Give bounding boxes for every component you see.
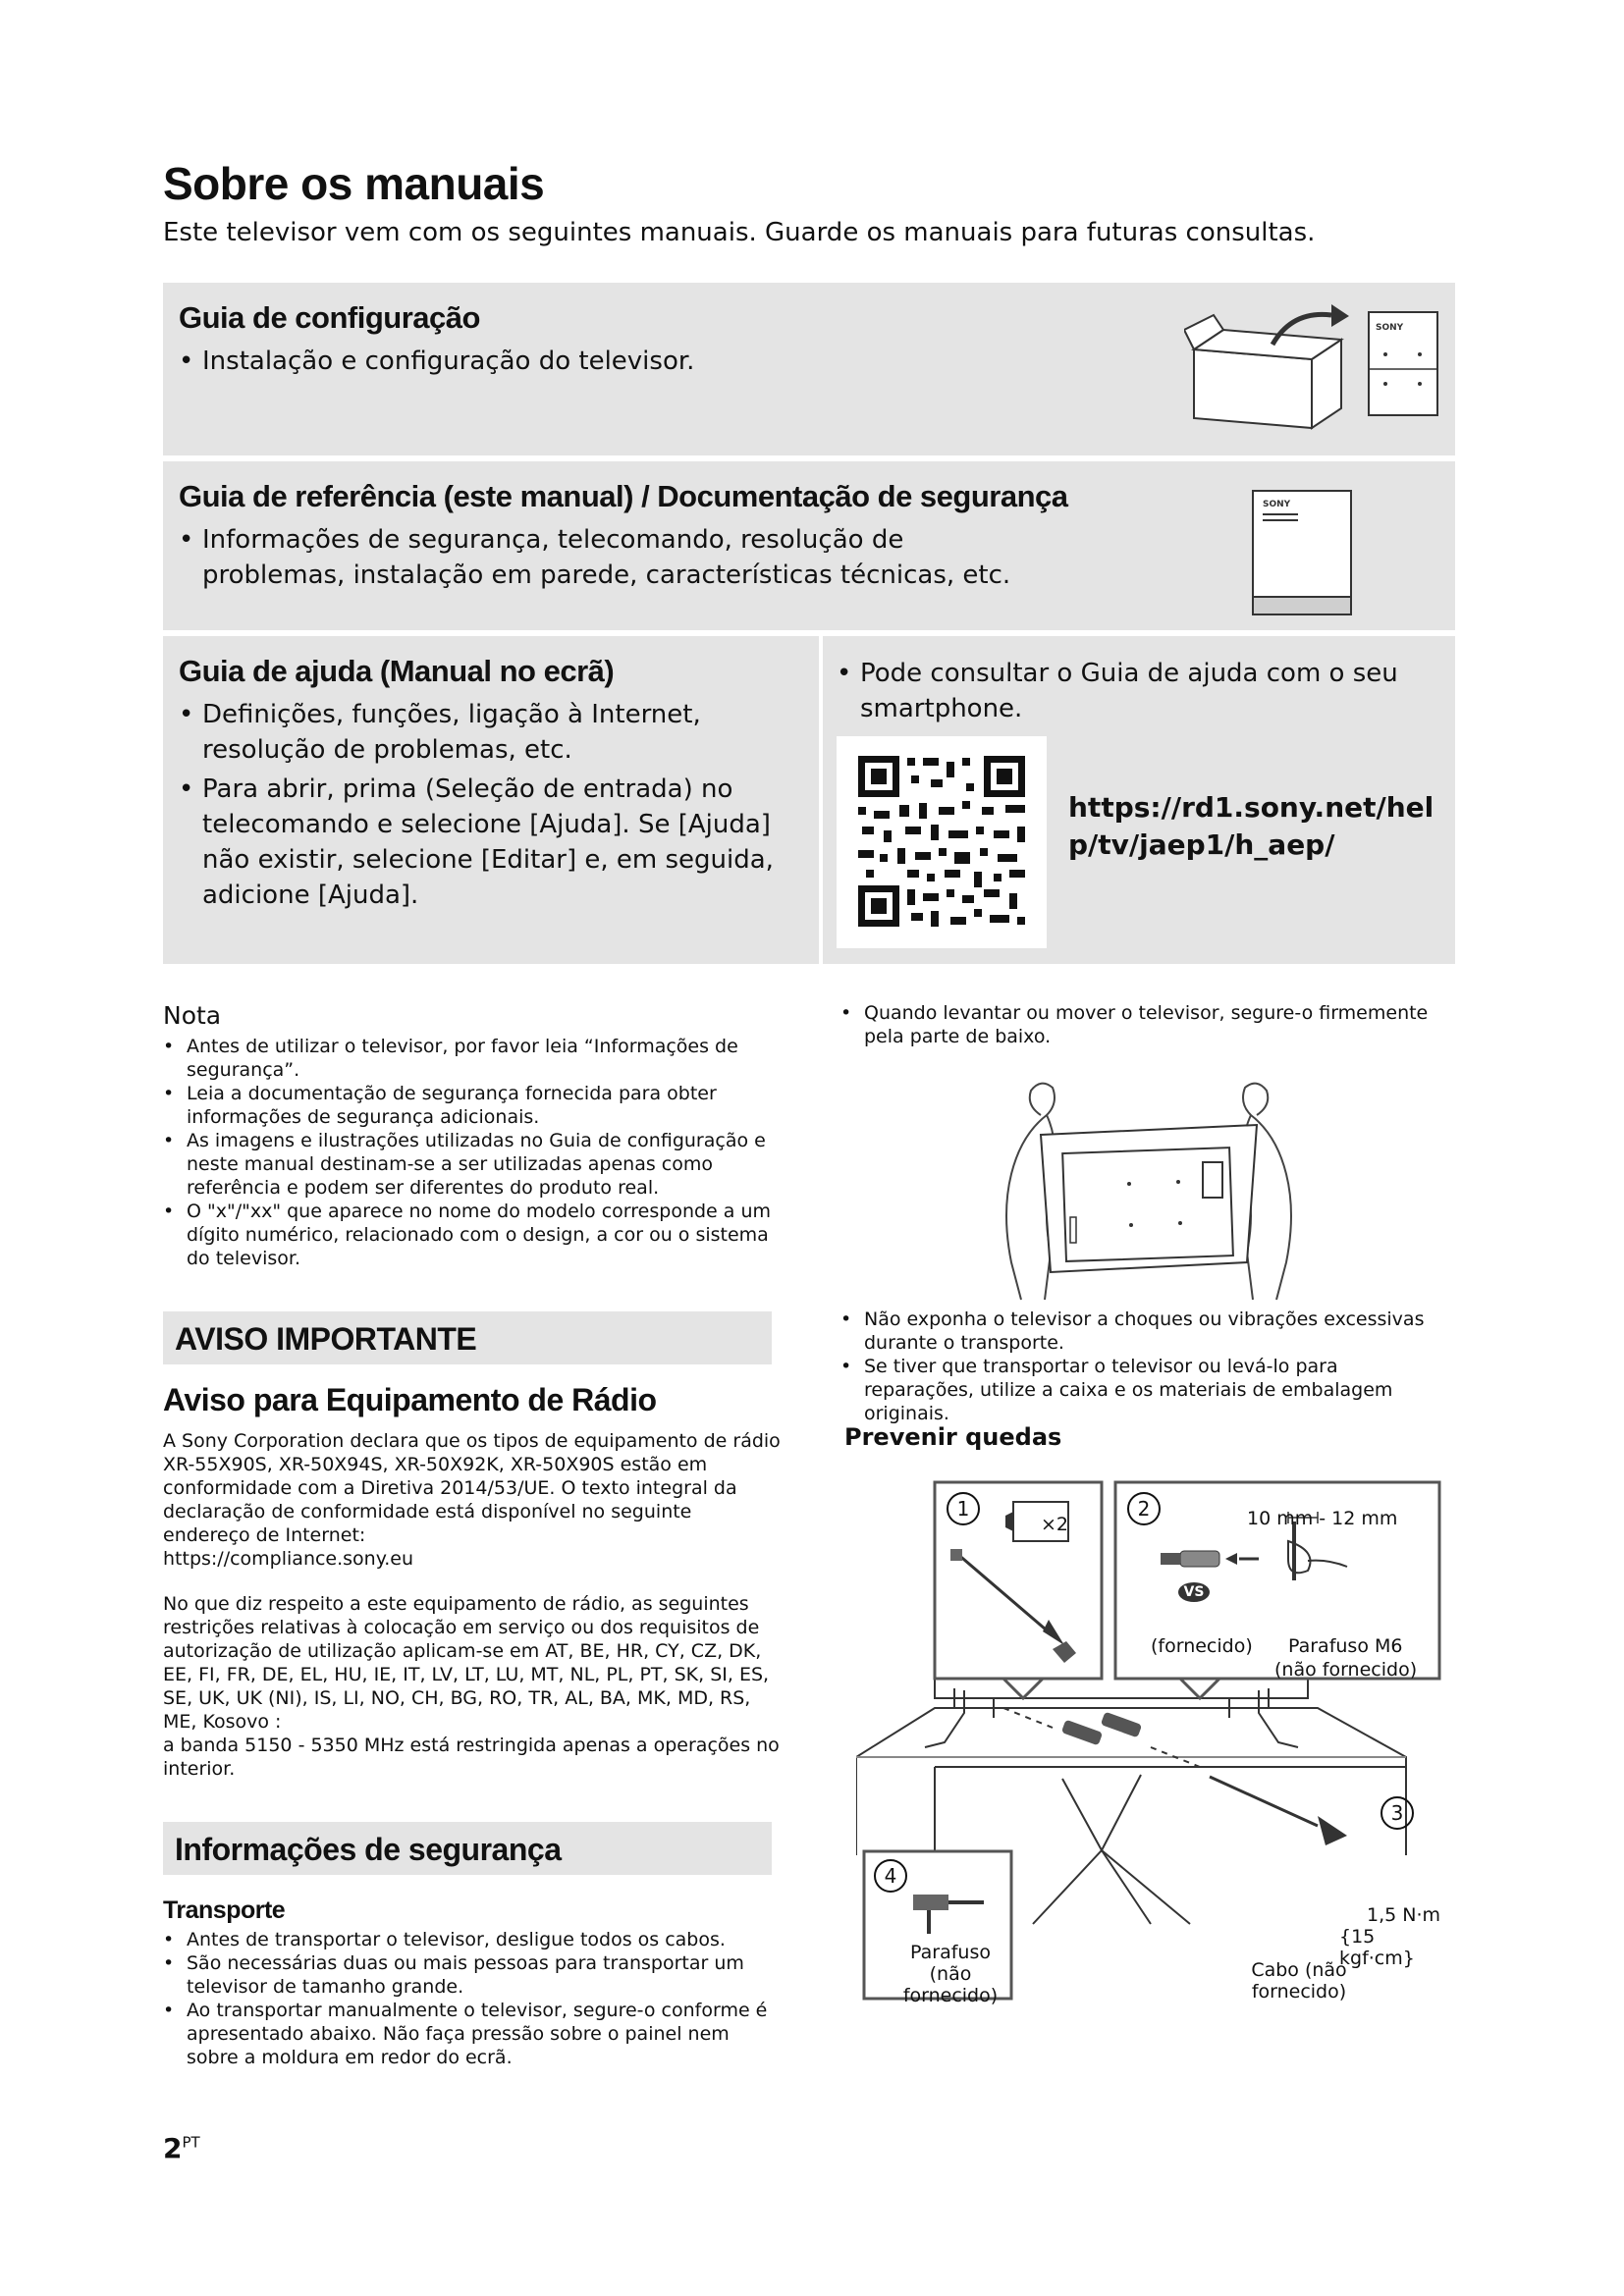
list-item: • O "x"/"xx" que aparece no nome do modelo corresponde a um dígito numérico, relacionado com o design, a cor ou o sistema do televisor.: [163, 1200, 772, 1270]
guide-setup-title: Guia de configuração: [179, 300, 480, 335]
list-item: • Se tiver que transportar o televisor ou levá-lo para reparações, utilize a caixa e os materiais de embalagem originais.: [840, 1355, 1439, 1425]
list-item: • Antes de utilizar o televisor, por favor leia “Informações de segurança”.: [163, 1035, 772, 1082]
aviso-link[interactable]: https://compliance.sony.eu: [163, 1548, 414, 1570]
screw-label-line-2: fornecido): [902, 1985, 999, 2006]
aviso-bar-label: AVISO IMPORTANTE: [175, 1321, 477, 1357]
list-item: • Quando levantar ou mover o televisor, segure-o firmemente pela parte de baixo.: [840, 1001, 1430, 1048]
anti-tip-figure: [856, 1463, 1445, 2012]
guide-reference-list: [179, 522, 1043, 593]
transporte-heading: Transporte: [163, 1896, 286, 1924]
list-item: • Instalação e configuração do televisor.: [179, 344, 866, 379]
guide-reference-title: Guia de referência (este manual) / Documentação de segurança: [179, 479, 1068, 513]
qr-code-panel: [837, 736, 1047, 948]
qr-code-icon: [837, 736, 1047, 948]
list-item: • As imagens e ilustrações utilizadas no Guia de configuração e neste manual destinam-se a ser utilizadas apenas como referência e podem ser diferentes do produto real.: [163, 1129, 772, 1200]
guide-help-side-box: [823, 636, 1455, 964]
torque-label: 1,5 N·m: [1367, 1904, 1441, 1926]
transport-list-2: [840, 1308, 1439, 1425]
step-1-badge: 1: [947, 1492, 980, 1525]
guide-help-title: Guia de ajuda (Manual no ecrã): [179, 654, 615, 688]
list-item: • Ao transportar manualmente o televisor, segure-o conforme é apresentado abaixo. Não faça pressão sobre o painel nem sobre a moldura em redor do ecrã.: [163, 1999, 772, 2069]
torque-kgf-label: {15 kgf·cm}: [1339, 1926, 1415, 1969]
quantity-x2-label: ×2: [1041, 1514, 1069, 1535]
aviso-para-2: No que diz respeito a este equipamento de rádio, as seguintes restrições relativas à colocação em serviço ou dos requisitos de autorização de utilização aplicam-se em AT, BE, HR, CY, CZ, DK, EE, FI, FR, DE, EL, HU, IE, IT, LV, LT, LU, MT, NL, PL, PT, SK, SI, ES, SE, UK, UK (NI), IS, LI, NO, CH, BG, RO, TR, AL, BA, MK, MD, RS, ME, Kosovo :: [163, 1593, 770, 1733]
vs-badge: VS: [1183, 1584, 1205, 1600]
spacing-dimension-label: 10 mm - 12 mm: [1247, 1508, 1398, 1529]
supplied-label: (fornecido): [1151, 1635, 1253, 1657]
list-item: • Para abrir, prima (Seleção de entrada) no telecomando e selecione [Ajuda]. Se [Ajuda] não existir, selecione [Editar] e, em seguida, adicione [Ajuda].: [179, 772, 787, 913]
page-title: Sobre os manuais: [163, 158, 545, 209]
setup-box-illustration: [1184, 300, 1449, 448]
transporte-list: [163, 1928, 772, 2069]
aviso-para-3: a banda 5150 - 5350 MHz está restringida apenas a operações no interior.: [163, 1735, 780, 1780]
page-intro: Este televisor vem com os seguintes manuais. Guarde os manuais para futuras consultas.: [163, 218, 1316, 247]
cable-not-supplied-label: [1245, 1959, 1353, 2002]
screw-label-line-1: Parafuso (não: [910, 1942, 991, 1985]
guide-setup-list: [179, 344, 866, 379]
guide-help-list: [179, 697, 787, 913]
setup-doc-logo: SONY: [1376, 323, 1404, 333]
list-item: • Definições, funções, ligação à Internet, resolução de problemas, etc.: [179, 697, 787, 768]
setup-guide-doc-icon: [1369, 312, 1437, 415]
lift-list: [840, 1001, 1430, 1048]
page-number-value: 2: [163, 2132, 183, 2164]
guide-reference-box: [163, 461, 1455, 630]
list-item: • Pode consultar o Guia de ajuda com o seu smartphone.: [837, 656, 1406, 726]
list-item: • Leia a documentação de segurança fornecida para obter informações de segurança adicionais.: [163, 1082, 772, 1129]
page-lang-code: PT: [182, 2133, 200, 2152]
aviso-para-1: A Sony Corporation declara que os tipos de equipamento de rádio XR-55X90S, XR-50X94S, XR-50X92K, XR-50X90S estão em conformidade com a Diretiva 2014/53/UE. O texto integral da declaração de conformidade está disponível no seguinte endereço de Internet:: [163, 1430, 781, 1546]
list-item: • São necessárias duas ou mais pessoas para transportar um televisor de tamanho grande.: [163, 1951, 772, 1999]
aviso-bar: [163, 1311, 772, 1364]
aviso-block: [163, 1429, 782, 1781]
guide-help-box: [163, 636, 819, 964]
nota-heading: Nota: [163, 1001, 222, 1030]
step-3-badge: 3: [1380, 1796, 1414, 1830]
reference-manual-illustration: [1249, 489, 1357, 618]
cable-label-line-2: fornecido): [1251, 1981, 1347, 2002]
m6-screw-label: Parafuso M6: [1288, 1635, 1403, 1657]
guide-help-side-list: [837, 656, 1406, 726]
step-2-badge: 2: [1127, 1492, 1161, 1525]
cable-label-line-1: Cabo (não: [1251, 1959, 1347, 1981]
seguranca-bar-label: Informações de segurança: [175, 1832, 562, 1867]
reference-doc-logo: SONY: [1263, 500, 1291, 509]
list-item: • Antes de transportar o televisor, desligue todos os cabos.: [163, 1928, 772, 1951]
page-number: [163, 2132, 200, 2164]
help-url-link[interactable]: https://rd1.sony.net/help/tv/jaep1/h_aep/: [1068, 791, 1435, 861]
step-4-badge: 4: [874, 1859, 907, 1893]
prevent-heading: Prevenir quedas: [844, 1423, 1062, 1451]
aviso-heading: Aviso para Equipamento de Rádio: [163, 1382, 657, 1417]
list-item: • Não exponha o televisor a choques ou vibrações excessivas durante o transporte.: [840, 1308, 1439, 1355]
m6-not-supplied-label: (não fornecido): [1274, 1659, 1418, 1681]
guide-setup-box: [163, 283, 1455, 455]
seguranca-bar: [163, 1822, 772, 1875]
screw-not-supplied-label: [892, 1942, 1009, 2006]
nota-list: [163, 1035, 772, 1270]
list-item: • Informações de segurança, telecomando, resolução de problemas, instalação em parede, características técnicas, etc.: [179, 522, 1043, 593]
tv-carry-illustration: [982, 1076, 1316, 1302]
